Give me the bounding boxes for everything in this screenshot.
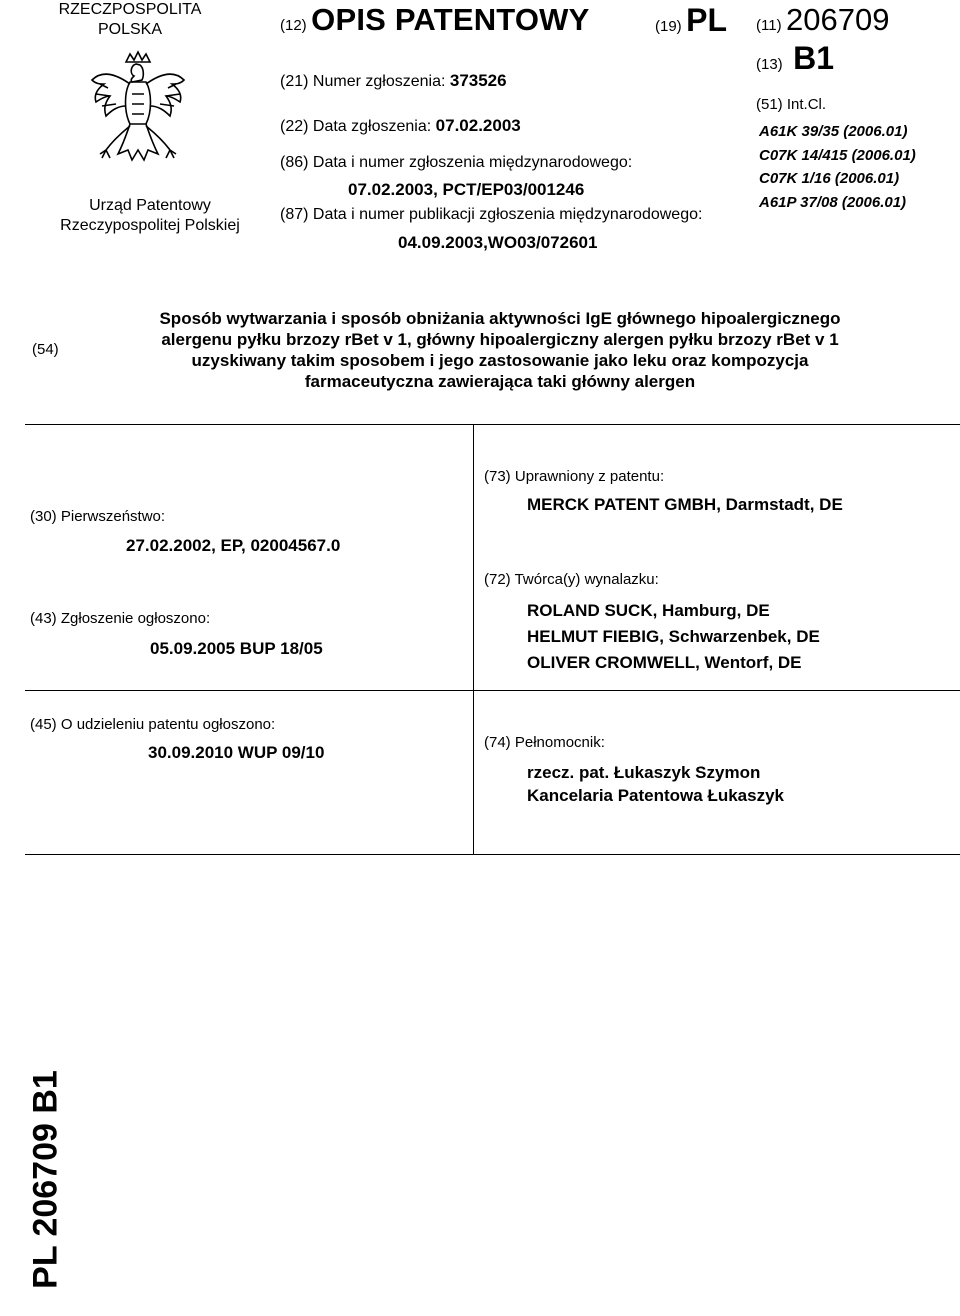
divider-top: [25, 424, 960, 425]
int-cl-label-text: Int.Cl.: [786, 96, 827, 113]
code-74: (74): [484, 734, 511, 751]
application-date-label: Data zgłoszenia:: [312, 118, 432, 135]
attorney-item: Kancelaria Patentowa Łukaszyk: [527, 786, 785, 805]
inventor-item: ROLAND SUCK, Hamburg, DE: [527, 601, 770, 620]
international-publication-label: [280, 206, 702, 224]
attorney-label: [484, 734, 605, 751]
int-cl-class: C07K 1/16 (2006.01): [759, 170, 900, 187]
grant-announcement-label: [30, 716, 275, 733]
inventors-list: [527, 598, 820, 676]
document-type: [280, 2, 590, 38]
inventors-label: [484, 571, 659, 588]
code-51: (51): [756, 96, 783, 113]
office-line-2: Rzeczypospolitej Polskiej: [60, 217, 240, 234]
application-date: [280, 116, 521, 136]
code-43: (43): [30, 610, 57, 627]
country-name: [30, 0, 230, 40]
code-19: (19): [655, 18, 682, 35]
code-11: (11): [756, 17, 782, 34]
attorney-label-text: Pełnomocnik:: [514, 734, 605, 751]
international-publication-value: 04.09.2003,WO03/072601: [398, 233, 598, 252]
polish-eagle-emblem-icon: [86, 50, 190, 182]
divider-vertical: [473, 424, 474, 854]
international-application-value: 07.02.2003, PCT/EP03/001246: [348, 180, 585, 199]
patent-title-line: alergenu pyłku brzozy rBet v 1, główny hipoalergiczny alergen pyłku brzozy rBet v 1: [161, 330, 839, 349]
patent-title-line: farmaceutyczna zawierająca taki główny alergen: [304, 372, 696, 391]
announcement-label-text: Zgłoszenie ogłoszono:: [60, 610, 211, 627]
code-54: (54): [32, 341, 59, 358]
code-87: (87): [280, 206, 309, 223]
country-code-value: PL: [686, 2, 728, 38]
document-type-title: OPIS PATENTOWY: [311, 2, 590, 37]
proprietor-label: [484, 468, 664, 485]
patent-title-line: Sposób wytwarzania i sposób obniżania aktywności IgE głównego hipoalergicznego: [159, 309, 841, 328]
patent-title: [110, 308, 890, 392]
vertical-patent-id: PL 206709 B1: [26, 1070, 65, 1289]
priority-label-text: Pierwszeństwo:: [60, 508, 166, 525]
patent-number: [756, 2, 889, 38]
office-line-1: Urząd Patentowy: [89, 197, 211, 214]
international-application-label-text: Data i numer zgłoszenia międzynarodowego:: [312, 154, 633, 171]
inventor-item: OLIVER CROMWELL, Wentorf, DE: [527, 653, 802, 672]
proprietor-label-text: Uprawniony z patentu:: [514, 468, 665, 485]
grant-announcement-label-text: O udzieleniu patentu ogłoszono:: [60, 716, 276, 733]
document-kind: [756, 40, 834, 77]
document-kind-value: B1: [793, 40, 835, 76]
code-22: (22): [280, 118, 309, 135]
patent-number-value: 206709: [786, 2, 890, 37]
grant-announcement-value: 30.09.2010 WUP 09/10: [148, 743, 325, 762]
international-application-label: [280, 154, 632, 172]
application-number: [280, 71, 507, 91]
code-12: (12): [280, 17, 307, 34]
application-date-value: 07.02.2003: [435, 116, 521, 135]
divider-middle: [25, 690, 960, 691]
int-cl-label: [756, 96, 826, 113]
priority-value: 27.02.2002, EP, 02004567.0: [126, 536, 341, 555]
int-cl-class: C07K 14/415 (2006.01): [759, 146, 916, 164]
application-number-value: 373526: [449, 71, 507, 90]
announcement-value: 05.09.2005 BUP 18/05: [150, 639, 323, 658]
code-13: (13): [756, 56, 783, 73]
code-72: (72): [484, 571, 511, 588]
code-73: (73): [484, 468, 511, 485]
inventors-label-text: Twórca(y) wynalazku:: [514, 571, 659, 588]
country-line-1: RZECZPOSPOLITA: [58, 1, 202, 18]
code-30: (30): [30, 508, 57, 525]
inventor-item: HELMUT FIEBIG, Schwarzenbek, DE: [527, 627, 820, 646]
patent-title-line: uzyskiwany takim sposobem i jego zastosowanie jako leku oraz kompozycja: [191, 351, 809, 370]
country-line-2: POLSKA: [97, 21, 163, 38]
code-21: (21): [280, 73, 309, 90]
announcement-label: [30, 610, 210, 627]
int-cl-class: A61P 37/08 (2006.01): [759, 193, 907, 211]
attorney-item: rzecz. pat. Łukaszyk Szymon: [527, 763, 761, 782]
int-cl-class: A61K 39/35 (2006.01): [759, 123, 908, 140]
divider-bottom: [25, 854, 960, 855]
attorney-list: [527, 761, 784, 807]
country-code: [655, 2, 727, 39]
int-cl-classes: [759, 120, 916, 214]
application-number-label: Numer zgłoszenia:: [312, 73, 446, 90]
code-86: (86): [280, 154, 309, 171]
priority-label: [30, 508, 165, 525]
international-publication-label-text: Data i numer publikacji zgłoszenia międzynarodowego:: [312, 206, 703, 223]
proprietor-value: MERCK PATENT GMBH, Darmstadt, DE: [527, 495, 843, 514]
patent-office-name: [30, 196, 270, 236]
code-45: (45): [30, 716, 57, 733]
